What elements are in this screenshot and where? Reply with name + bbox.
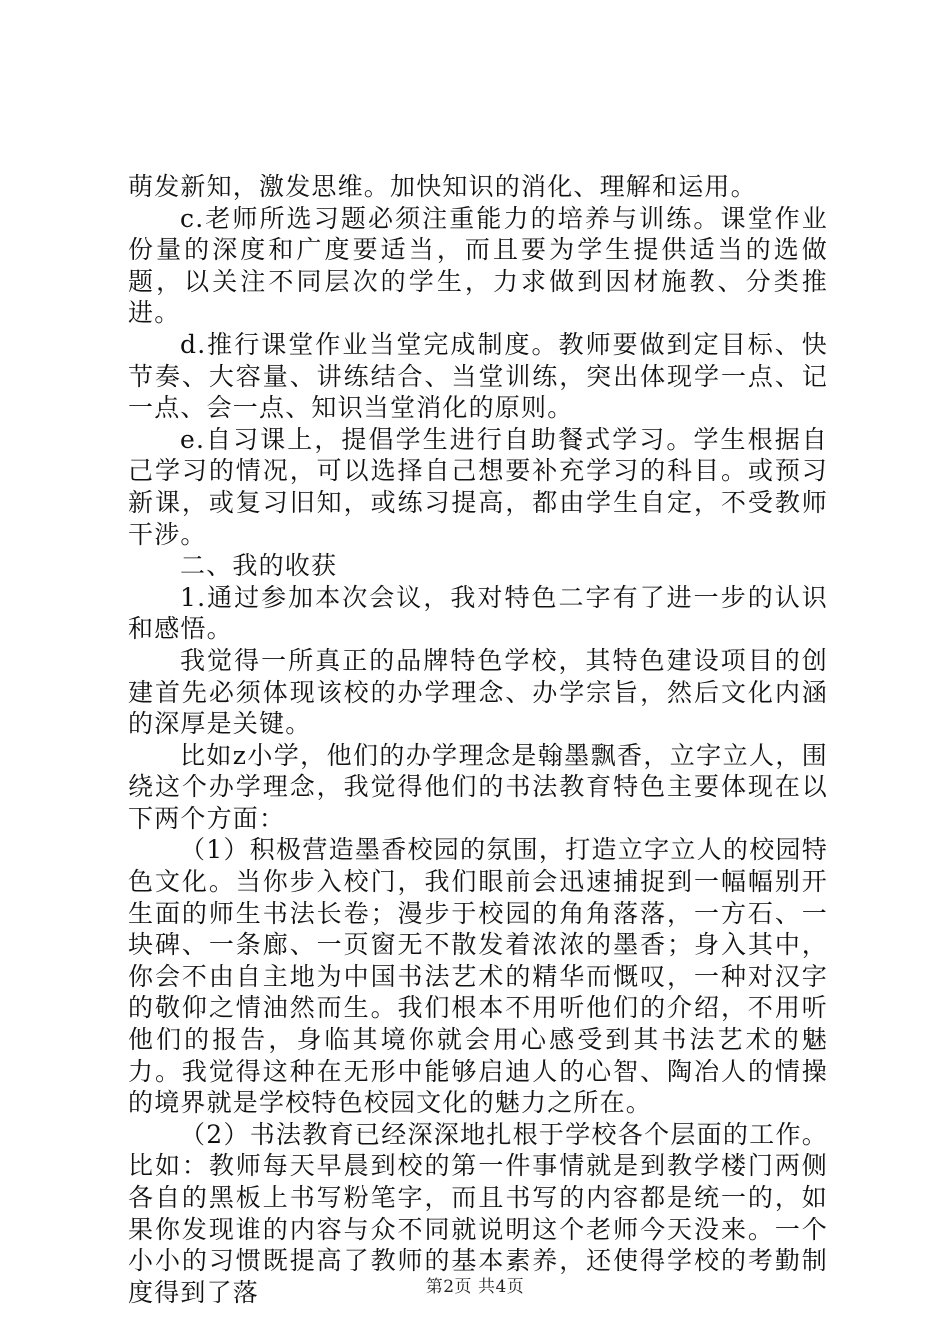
paragraph-subpoint-2: （2）书法教育已经深深地扎根于学校各个层面的工作。比如：教师每天早晨到校的第一件事情就是到教学楼门两侧各自的黑板上书写粉笔字，而且书写的内容都是统一的，如果你发现谁的内容与众不同就说明这个老师今天没来。一个小小的习惯既提高了教师的基本素养，还使得学校的考勤制度得到了落 [128, 1119, 828, 1307]
paragraph-item-e: e.自习课上，提倡学生进行自助餐式学习。学生根据自己学习的情况，可以选择自己想要补充学习的科目。或预习新课，或复习旧知，或练习提高，都由学生自定，不受教师干涉。 [128, 424, 828, 549]
paragraph-subpoint-1: （1）积极营造墨香校园的氛围，打造立字立人的校园特色文化。当你步入校门，我们眼前会迅速捕捉到一幅幅别开生面的师生书法长卷；漫步于校园的角角落落，一方石、一块碑、一条廊、一页窗无不散发着浓浓的墨香；身入其中，你会不由自主地为中国书法艺术的精华而慨叹，一种对汉字的敬仰之情油然而生。我们根本不用听他们的介绍，不用听他们的报告，身临其境你就会用心感受到其书法艺术的魅力。我觉得这种在无形中能够启迪人的心智、陶冶人的情操的境界就是学校特色校园文化的魅力之所在。 [128, 835, 828, 1118]
paragraph-continuation: 萌发新知，激发思维。加快知识的消化、理解和运用。 [128, 172, 757, 201]
paragraph-item-d: d.推行课堂作业当堂完成制度。教师要做到定目标、快节奏、大容量、讲练结合、当堂训练，突出体现学一点、记一点、会一点、知识当堂消化的原则。 [128, 329, 828, 423]
section-heading: 二、我的收获 [180, 551, 338, 581]
paragraph-item-c: c.老师所选习题必须注重能力的培养与训练。课堂作业份量的深度和广度要适当，而且要为学生提供适当的选做题，以关注不同层次的学生，力求做到因材施教、分类推进。 [128, 203, 828, 328]
page-number-footer: 第2页 共4页 [425, 1277, 525, 1297]
paragraph-point-1: 1.通过参加本次会议，我对特色二字有了进一步的认识和感悟。 [128, 582, 828, 644]
paragraph-brand-school: 我觉得一所真正的品牌特色学校，其特色建设项目的创建首先必须体现该校的办学理念、办学宗旨，然后文化内涵的深厚是关键。 [128, 645, 828, 739]
document-body [128, 171, 828, 1308]
paragraph-example-z-school: 比如z小学，他们的办学理念是翰墨飘香，立字立人，围绕这个办学理念，我觉得他们的书法教育特色主要体现在以下两个方面： [128, 740, 828, 833]
